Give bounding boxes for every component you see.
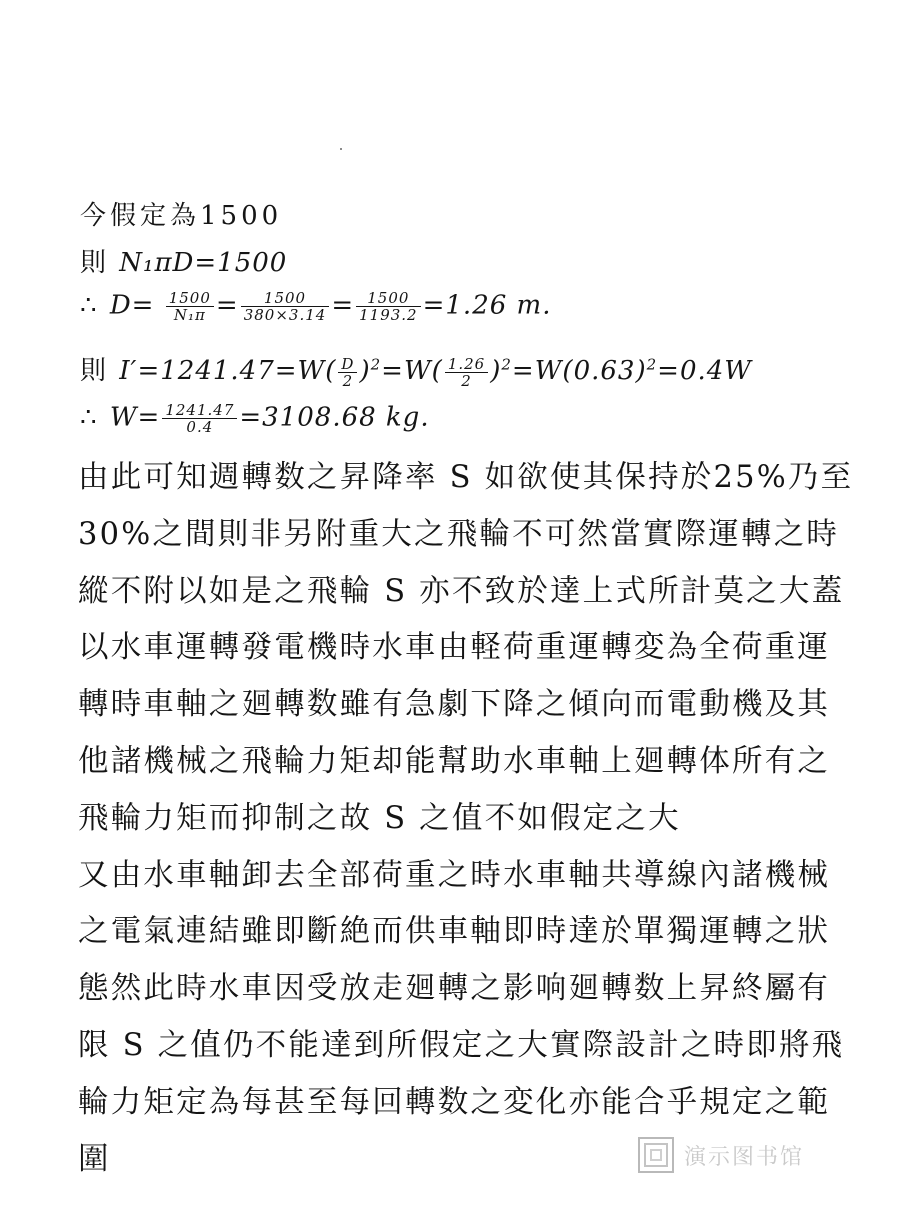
formula-line-4 bbox=[80, 350, 752, 389]
text-line: 又由水車軸卸去全部荷重之時水車軸共導線內諸機械 bbox=[78, 857, 831, 893]
text-line: 圍 bbox=[78, 1141, 111, 1177]
fraction bbox=[338, 356, 357, 389]
text-line: 之電氣連結雖即斷絶而供車軸即時達於單獨運轉之狀 bbox=[78, 914, 831, 950]
body-paragraph bbox=[78, 450, 854, 1188]
formula-line-2-prefix: 則 bbox=[80, 248, 111, 278]
fraction bbox=[356, 290, 421, 323]
formula-line-3-result: =1.26 m. bbox=[422, 290, 552, 321]
fraction-denominator: 380×3.14 bbox=[243, 306, 327, 324]
fraction-denominator: 1193.2 bbox=[359, 306, 418, 324]
exponent: 2 bbox=[370, 355, 382, 374]
fraction-numerator: 1241.47 bbox=[162, 402, 237, 419]
formula-line-4-prefix: 則 bbox=[80, 356, 111, 386]
text-line: 限 S 之值仍不能達到所假定之大實際設計之時即將飛 bbox=[78, 1027, 845, 1063]
formula-part: =W(0.63) bbox=[511, 356, 647, 386]
fraction-numerator: 1500 bbox=[241, 290, 330, 307]
fraction bbox=[166, 290, 214, 323]
formula-part: I′=1241.47=W( bbox=[119, 356, 337, 386]
formula-line-2 bbox=[80, 242, 287, 279]
fraction-denominator: 2 bbox=[342, 371, 354, 390]
formula-part: ) bbox=[490, 356, 502, 386]
fraction-numerator: 1500 bbox=[166, 290, 214, 307]
fraction bbox=[162, 402, 237, 435]
fraction bbox=[241, 290, 330, 323]
exponent: 2 bbox=[501, 355, 512, 374]
formula-part: =W( bbox=[381, 356, 443, 386]
seal-logo-icon bbox=[638, 1137, 674, 1173]
speck-mark bbox=[340, 148, 342, 150]
watermark-text: 演示图书馆 bbox=[684, 1144, 805, 1170]
formula-line-3: ∴ D= $\frac{1500}{\text{N₁π}}$ = $\frac{1500}{380\times 3.14}$ = $\frac{1500}{1193.2}$ =1.26 m. bbox=[80, 289, 552, 324]
fraction-numerator: 1.26 bbox=[445, 356, 488, 373]
text-line: 飛輪力矩而抑制之故 S 之值不如假定之大 bbox=[78, 800, 681, 836]
exponent: 2 bbox=[646, 355, 658, 374]
formula-part: ) bbox=[359, 356, 371, 386]
fraction-numerator: D bbox=[338, 356, 357, 373]
formula-line-1-text: 今假定為1500 bbox=[80, 201, 283, 231]
therefore-symbol: ∴ bbox=[80, 402, 101, 433]
formula-line-5-lhs: W= bbox=[109, 402, 161, 433]
formula-line-5-result: =3108.68 kg. bbox=[239, 402, 430, 433]
formula-part: =0.4W bbox=[657, 356, 753, 386]
watermark bbox=[638, 1135, 804, 1175]
formula-line-1 bbox=[80, 195, 282, 232]
text-line: 以水車運轉發電機時水車由軽荷重運轉変為全荷重運 bbox=[78, 630, 831, 666]
formula-line-2-expression: N₁πD=1500 bbox=[119, 248, 288, 278]
text-line: 30%之間則非另附重大之飛輪不可然當實際運轉之時 bbox=[78, 516, 840, 552]
fraction-denominator: N₁π bbox=[173, 306, 206, 324]
text-line: 由此可知週轉数之昇降率 S 如欲使其保持於25%乃至 bbox=[78, 460, 854, 495]
text-line: 轉時車軸之廻轉数雖有急劇下降之傾向而電動機及其 bbox=[78, 687, 831, 723]
therefore-symbol: ∴ bbox=[80, 290, 101, 321]
text-line: 縱不附以如是之飛輪 S 亦不致於達上式所計莫之大蓋 bbox=[78, 573, 845, 609]
fraction bbox=[445, 356, 488, 389]
fraction-numerator: 1500 bbox=[356, 290, 421, 307]
fraction-denominator: 2 bbox=[461, 371, 472, 390]
formula-line-3-lhs: D= bbox=[109, 290, 155, 321]
formula-line-5 bbox=[80, 402, 430, 435]
text-line: 他諸機械之飛輪力矩却能幫助水車軸上廻轉体所有之 bbox=[78, 743, 831, 779]
text-line: 態然此時水車因受放走廻轉之影响廻轉数上昇終屬有 bbox=[78, 971, 831, 1007]
text-line: 輪力矩定為每甚至每回轉数之変化亦能合乎規定之範 bbox=[78, 1084, 831, 1120]
fraction-denominator: 0.4 bbox=[186, 418, 214, 436]
